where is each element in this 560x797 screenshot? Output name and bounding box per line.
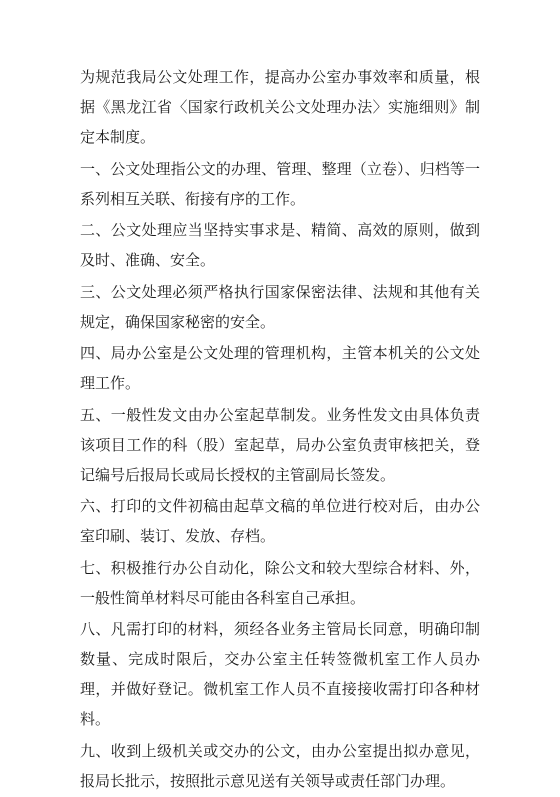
article-4-paragraph: 四、局办公室是公文处理的管理机构，主管本机关的公文处理工作。 — [80, 344, 480, 392]
article-1-paragraph: 一、公文处理指公文的办理、管理、整理（立卷）、归档等一系列相互关联、衔接有序的工作。 — [80, 159, 480, 208]
article-5-paragraph: 五、一般性发文由办公室起草制发。业务性发文由具体负责该项目工作的科（股）室起草，局办公室负责审核把关，登记编号后报局长或局长授权的主管副局长签发。 — [80, 405, 480, 484]
article-6-paragraph: 六、打印的文件初稿由起草文稿的单位进行校对后，由办公室印刷、装订、发放、存档。 — [80, 497, 480, 545]
article-9-paragraph: 九、收到上级机关或交办的公文，由办公室提出拟办意见，报局长批示，按照批示意见送有关领导或责任部门办理。 — [80, 741, 480, 790]
article-7-paragraph: 七、积极推行办公自动化，除公文和较大型综合材料、外，一般性简单材料尽可能由各科室自己承担。 — [80, 558, 480, 607]
preamble-paragraph: 为规范我局公文处理工作，提高办公室办事效率和质量，根据《黑龙江省〈国家行政机关公文处理办法〉实施细则》制定本制度。 — [80, 68, 480, 146]
document-body — [80, 62, 480, 797]
article-8-paragraph: 八、凡需打印的材料，须经各业务主管局长同意，明确印制数量、完成时限后，交办公室主任转签微机室工作人员办理，并做好登记。微机室工作人员不直接接收需打印各种材料。 — [80, 620, 480, 728]
article-2-paragraph: 二、公文处理应当坚持实事求是、精简、高效的原则，做到及时、准确、安全。 — [80, 221, 480, 269]
article-3-paragraph: 三、公文处理必须严格执行国家保密法律、法规和其他有关规定，确保国家秘密的安全。 — [80, 282, 480, 331]
